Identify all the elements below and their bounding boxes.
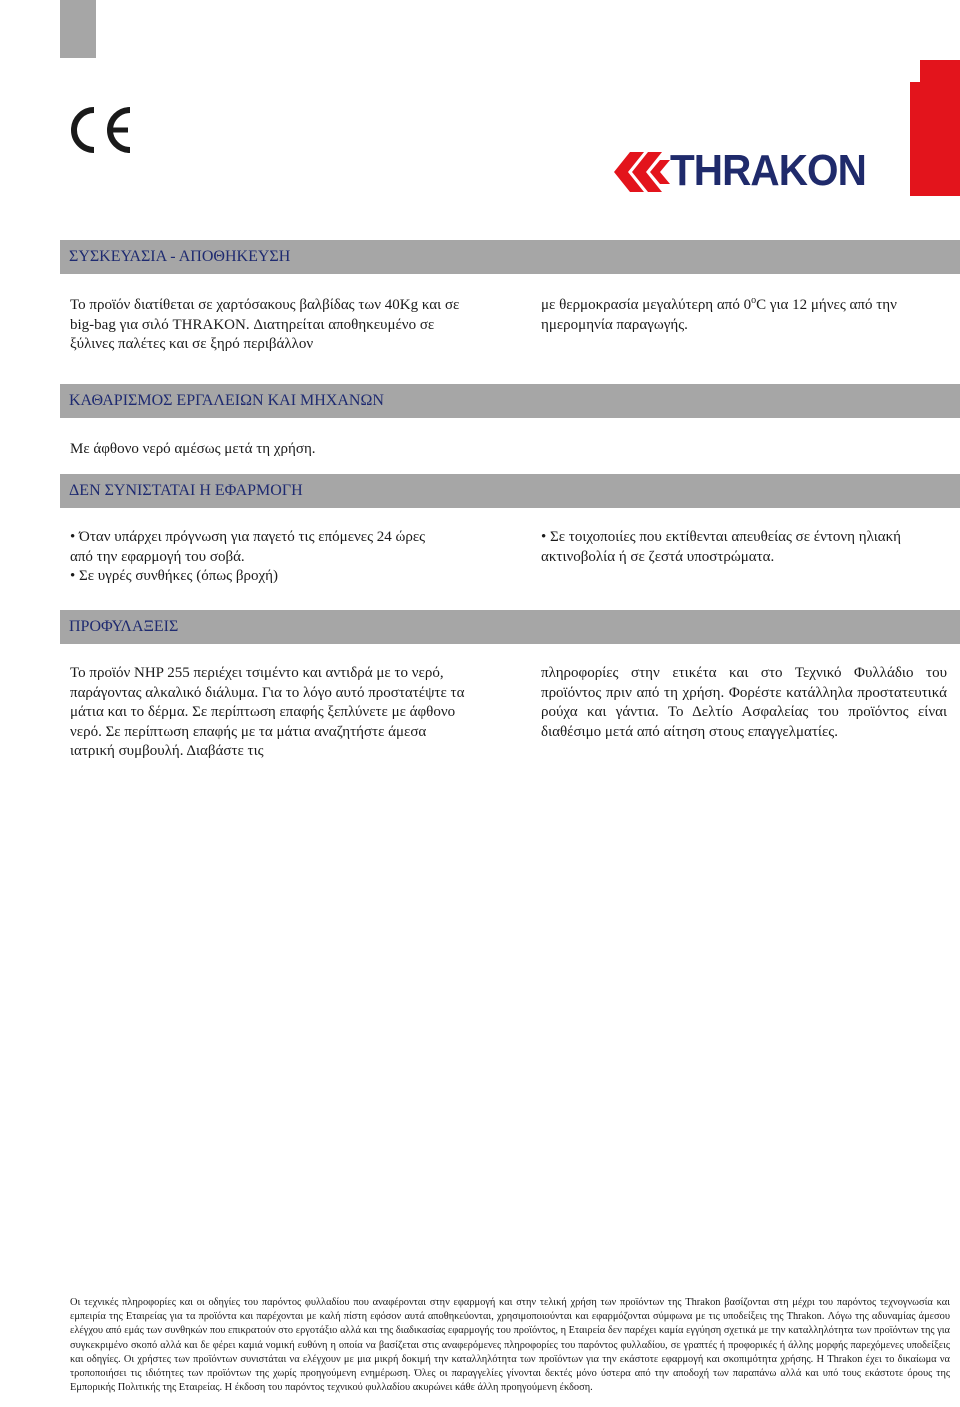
section-header-precautions: ΠΡΟΦΥΛΑΞΕΙΣ [60,610,960,644]
precautions-left-text: Το προϊόν NHP 255 περιέχει τσιμέντο και αντιδρά με το νερό, παράγοντας αλκαλικό διάλυμα. Για το λόγο αυτό προστατέψτε τα μάτια και το δέρμα. Σε περίπτωση επαφής ξεπλύνετε με άφθονο νερό. Σε περίπτωση επαφής με τα μάτια αναζητήστε άμεσα ιατρική συμβουλή. Διαβάστε τις [70,665,465,760]
thrakon-mark-icon [614,152,670,192]
packaging-right-text: με θερμοκρασία μεγαλύτερη από 0$^o$C για 12 μήνες από την ημερομηνία παραγωγής. [541,295,897,333]
section-header-packaging: ΣΥΣΚΕΥΑΣΙΑ - ΑΠΟΘΗΚΕΥΣΗ [60,240,960,274]
corner-grey-block [60,0,96,58]
precautions-right-text: πληροφορίες στην ετικέτα και στο Τεχνικό Φυλλάδιο του προϊόντος πριν από τη χρήση. Φορέστε κατάλληλα προστατευτικά ρούχα και γάντια. Το Δελτίο Ασφαλείας του προϊόντος είναι διαθέσιμο μετά από αίτηση στους επαγγελματίες. [541,665,947,740]
section-header-not-recommended: ΔΕΝ ΣΥΝΙΣΤΑΤΑΙ Η ΕΦΑΡΜΟΓΗ [60,474,960,508]
not-recommended-left-list [70,528,450,587]
section-header-cleaning: ΚΑΘΑΡΙΣΜΟΣ ΕΡΓΑΛΕΙΩΝ ΚΑΙ ΜΗΧΑΝΩΝ [60,384,960,418]
list-item: • Σε τοιχοποιίες που εκτίθενται απευθείας σε έντονη ηλιακή ακτινοβολία ή σε ζεστά υποστρώματα. [541,528,901,567]
not-recommended-right-list [541,528,901,567]
logo-wordmark: THRAKON [670,146,866,195]
list-item: • Σε υγρές συνθήκες (όπως βροχή) [70,567,450,587]
thrakon-logo [612,60,960,200]
ce-mark-icon [68,104,134,156]
list-item: • Όταν υπάρχει πρόγνωση για παγετό τις επόμενες 24 ώρες από την εφαρμογή του σοβά. [70,528,450,567]
cleaning-text: Με άφθονο νερό αμέσως μετά τη χρήση. [70,441,316,457]
footer-disclaimer: Οι τεχνικές πληροφορίες και οι οδηγίες του παρόντος φυλλαδίου που αναφέρονται στην εφαρμογή και στην τελική χρήση των προϊόντων της Thrakon βασίζονται στη μέχρι του παρόντος τεχνογνωσία και εμπειρία της Εταιρείας για τα προϊόντα και παρέχονται με καλή πίστη εφόσον αυτά αποθηκεύονται, χρησιμοποιούνται και εφαρμόζονται σύμφωνα με τις υποδείξεις της Thrakon. Λόγω της αδυναμίας άμεσου ελέγχου από εμάς των συνθηκών που επικρατούν στο εργοτάξιο αλλά και της διαδικασίας εφαρμογής του προϊόντος, η Εταιρεία δεν παρέχει καμία εγγύηση σχετικά με την καταλληλότητα των προϊόντων της για συγκεκριμένο σκοπό αλλά και δε φέρει καμιά νομική ευθύνη η οποία να βασίζεται στις αναφερόμενες πληροφορίες του παρόντος φυλλαδίου, σε γραπτές ή προφορικές ή άλλης μορφής παρεχόμενες υποδείξεις και οδηγίες. Οι χρήστες των προϊόντων συνιστάται να ελέγχουν με μια μικρή δοκιμή την καταλληλότητα των προϊόντων για την εκάστοτε εφαρμογή και σκοπιμότητα χρήσης. Η Thrakon έχει το δικαίωμα να τροποποιήσει τις ιδιότητες των προϊόντων της χωρίς προηγούμενη ενημέρωση. Όλες οι παραγγελίες γίνονται δεκτές μόνο ύστερα από την αποδοχή των παραπάνω αλλά και υπό τους εκάστοτε όρους της Εμπορικής Πολιτικής της Εταιρείας. Η έκδοση του παρόντος τεχνικού φυλλαδίου ακυρώνει κάθε άλλη προηγούμενη έκδοση. [70,1297,950,1394]
packaging-left-text: Το προϊόν διατίθεται σε χαρτόσακους βαλβίδας των 40Kg και σε big-bag για σιλό THRAKON. Διατηρείται αποθηκευμένο σε ξύλινες παλέτες και σε ξηρό περιβάλλον [70,297,460,353]
logo-bar-notch [910,60,920,82]
